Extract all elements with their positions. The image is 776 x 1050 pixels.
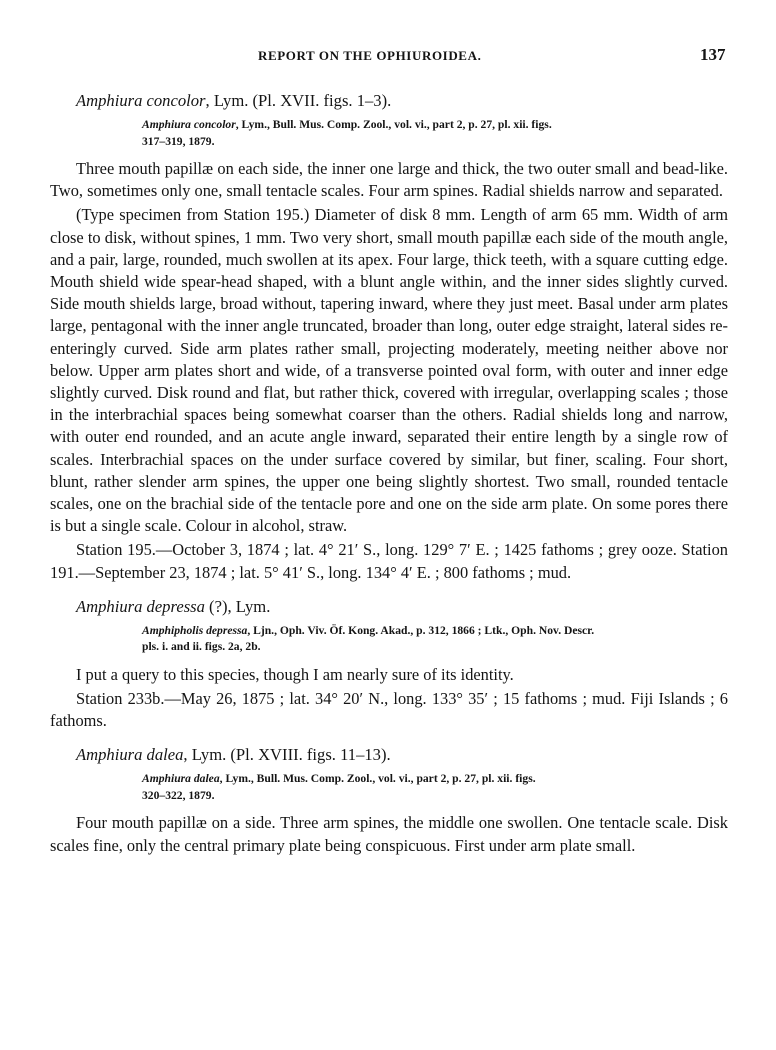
paragraph-remark: I put a query to this species, though I am nearly sure of its identity.	[76, 664, 514, 684]
species-authority: (?), Lym.	[204, 596, 271, 616]
paragraph-stations: Station 233b.—May 26, 1875 ; lat. 34° 20′ N., long. 133° 35′ ; 15 fathoms ; mud. Fiji Islands ; 6 fathoms.	[50, 689, 728, 731]
synonym-name: Amphiura concolor	[142, 118, 236, 131]
synonymy-dalea	[142, 771, 728, 804]
species-heading-concolor	[76, 90, 728, 112]
synonym-citation: , Lym., Bull. Mus. Comp. Zool., vol. vi., part 2, p. 27, pl. xii. figs.	[219, 772, 536, 786]
synonymy-depressa	[142, 623, 728, 656]
synonym-citation-cont: pls. i. and ii. figs. 2a, 2b.	[142, 640, 261, 654]
species-name: Amphiura depressa	[76, 596, 205, 616]
species-authority: , Lym. (Pl. XVII. figs. 1–3).	[205, 91, 392, 110]
synonym-citation-cont: 320–322, 1879.	[142, 788, 215, 802]
paragraph-stations: Station 195.—October 3, 1874 ; lat. 4° 21′ S., long. 129° 7′ E. ; 1425 fathoms ; grey ooze. Station 191.—September 23, 1874 ; lat. 5° 41′ S., long. 134° 4′ E. ; 800 fathoms ; mud.	[50, 540, 728, 582]
paragraph-description: (Type specimen from Station 195.) Diameter of disk 8 mm. Length of arm 65 mm. Width of arm close to disk, without spines, 1 mm. Two very short, small mouth papillæ each side of the mouth angle, and a pair, large, rounded, much swollen at its apex. Four large, thick teeth, with a square cutting edge. Mouth shield wide spear-head shaped, with a blunt angle within, and the inner sides slightly curved. Side mouth shields large, broad without, tapering inward, where they just meet. Basal under arm plates large, pentagonal with the inner angle truncated, broader than long, outer edge straight, lateral sides re-enteringly curved. Side arm plates rather small, projecting moderately, meeting neither above nor below. Upper arm plates short and wide, of a transverse pointed oval form, with outer and inner edge slightly curved. Disk round and flat, but rather thick, covered with irregular, overlapping scales ; those in the interbrachial spaces being somewhat coarser than the others. Radial shields long and narrow, with outer end rounded, and an acute angle inward, separated their entire length by a single row of scales. Interbrachial spaces on the under surface covered by similar, but finer, scaling. Four short, blunt, rather slender arm spines, the upper one being slightly shortest. Two small, rounded tentacle scales, one on the brachial side of the tentacle pore and one on the side arm plate. On some pores there is but a single scale. Colour in alcohol, straw.	[50, 205, 728, 536]
species-name: Amphiura dalea	[76, 745, 184, 765]
synonym-citation: , Lym., Bull. Mus. Comp. Zool., vol. vi., part 2, p. 27, pl. xii. figs.	[235, 118, 552, 131]
running-title: REPORT ON THE OPHIUROIDEA.	[258, 48, 482, 63]
species-heading-depressa	[76, 596, 728, 618]
synonym-citation: , Ljn., Oph. Viv. Öf. Kong. Akad., p. 312, 1866 ; Ltk., Oph. Nov. Descr.	[247, 623, 595, 637]
species-authority: , Lym. (Pl. XVIII. figs. 11–13).	[183, 745, 391, 765]
paragraph-diagnosis: Three mouth papillæ on each side, the inner one large and thick, the two outer small and bead-like. Two, sometimes only one, small tentacle scales. Four arm spines. Radial shields narrow and separated.	[50, 159, 728, 201]
page-number: 137	[700, 45, 726, 64]
synonym-citation-cont: 317–319, 1879.	[142, 134, 215, 148]
species-name: Amphiura concolor	[76, 91, 206, 110]
species-heading-dalea	[76, 744, 728, 766]
synonym-name: Amphipholis depressa	[142, 623, 248, 637]
synonymy-concolor	[142, 117, 728, 150]
paragraph-diagnosis: Four mouth papillæ on a side. Three arm spines, the middle one swollen. One tentacle scale. Disk scales fine, only the central primary plate being conspicuous. First under arm plate small.	[50, 813, 728, 855]
synonym-name: Amphiura dalea	[142, 772, 220, 786]
page-header	[0, 45, 776, 72]
page-body	[50, 90, 728, 857]
